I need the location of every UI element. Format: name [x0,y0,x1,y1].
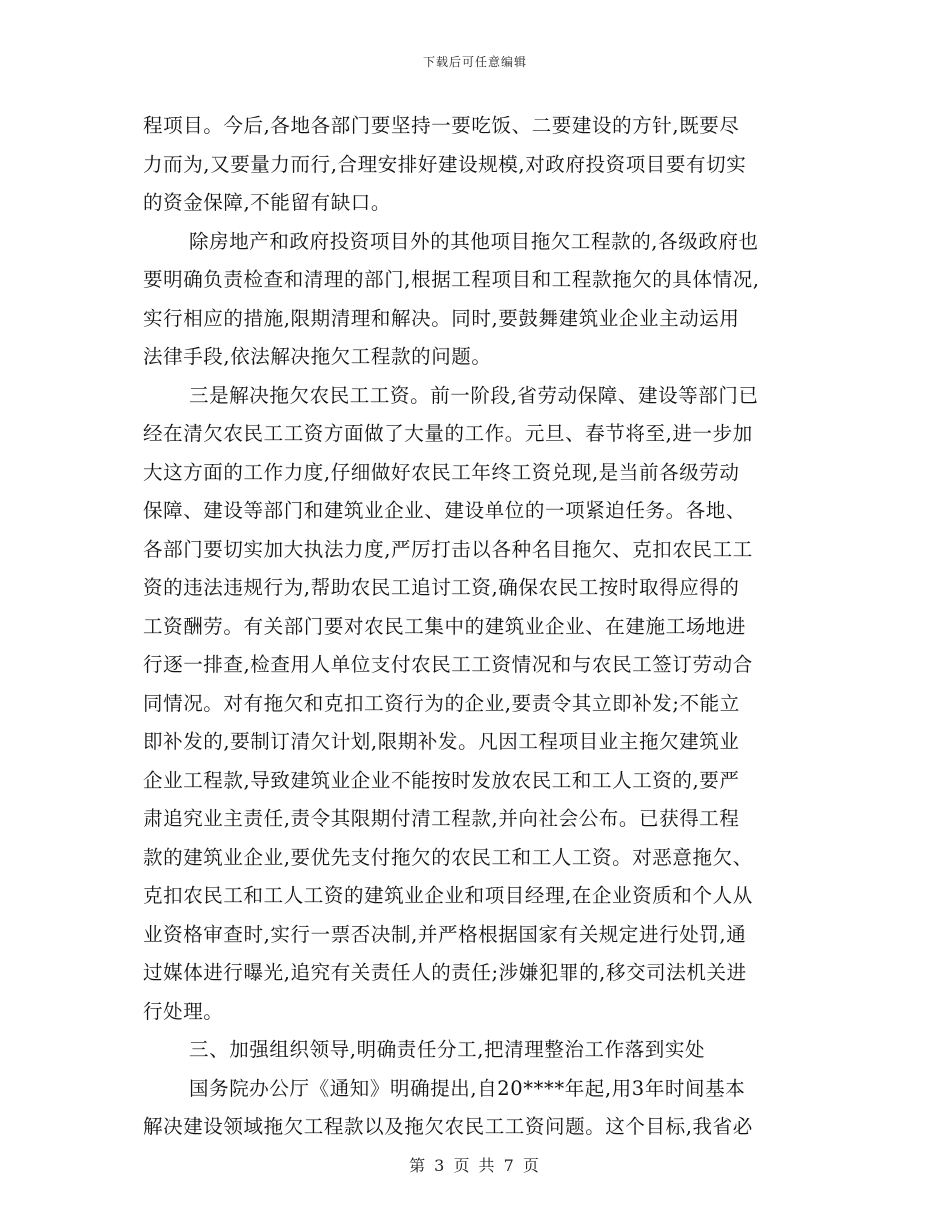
page-header: 下载后可任意编辑 [422,55,527,69]
text-line: 过媒体进行曝光,追究有关责任人的责任;涉嫌犯罪的,移交司法机关进 [143,961,747,984]
text-line: 款的建筑业企业,要优先支付拖欠的农民工和工人工资。对恶意拖欠、 [143,845,753,869]
text-line: 实行相应的措施,限期清理和解决。同时,要鼓舞建筑业企业主动运用 [143,306,740,330]
text-line: 各部门要切实加大执法力度,严厉打击以各种名目拖欠、克扣农民工工 [143,537,753,561]
text-line: 程项目。今后,各地各部门要坚持一要吃饭、二要建设的方针,既要尽 [143,114,740,137]
text-line: 大这方面的工作力度,仔细做好农民工年终工资兑现,是当前各级劳动 [143,460,740,484]
text-line: 肃追究业主责任,责令其限期付清工程款,并向社会公布。已获得工程 [143,807,740,830]
text-line: 业资格审查时,实行一票否决制,并严格根据国家有关规定进行处罚,通 [143,922,747,946]
text-line: 行逐一排查,检查用人单位支付农民工工资情况和与农民工签订劳动合 [143,653,753,676]
text-line: 力而为,又要量力而行,合理安排好建设规模,对政府投资项目要有切实 [143,152,747,176]
text-line: 经在清欠农民工工资方面做了大量的工作。元旦、春节将至,进一步加 [143,422,753,445]
text-line: 工资酬劳。有关部门要对农民工集中的建筑业企业、在建施工场地进 [143,614,747,638]
text-line: 保障、建设等部门和建筑业企业、建设单位的一项紧迫任务。各地、 [143,499,747,522]
text-line: 企业工程款,导致建筑业企业不能按时发放农民工和工人工资的,要严 [143,768,740,792]
text-line: 资的违法违规行为,帮助农民工追讨工资,确保农民工按时取得应得的 [143,576,740,599]
text-line: 除房地产和政府投资项目外的其他项目拖欠工程款的,各级政府也 [189,229,759,253]
text-line: 的资金保障,不能留有缺口。 [143,191,391,214]
text-line: 法律手段,依法解决拖欠工程款的问题。 [143,345,492,368]
text-line: 克扣农民工和工人工资的建筑业企业和项目经理,在企业资质和个人从 [143,884,753,907]
text-line: 同情况。对有拖欠和克扣工资行为的企业,要责令其立即补发;不能立 [143,691,740,715]
text-line: 解决建设领域拖欠工程款以及拖欠农民工工资问题。这个目标,我省必 [143,1115,753,1138]
page-footer: 第 3 页 共 7 页 [409,1156,541,1175]
document-body [143,107,813,1147]
text-line: 行处理。 [143,999,224,1023]
text-line: 三是解决拖欠农民工工资。前一阶段,省劳动保障、建设等部门已 [189,383,759,407]
text-line: 三、加强组织领导,明确责任分工,把清理整治工作落到实处 [189,1038,706,1061]
text-line: 即补发的,要制订清欠计划,限期补发。凡因工程项目业主拖欠建筑业 [143,730,740,753]
text-line: 要明确负责检查和清理的部门,根据工程项目和工程款拖欠的具体情况, [143,268,760,291]
text-line: 国务院办公厅《通知》明确提出,自20****年起,用3年时间基本 [189,1076,746,1100]
